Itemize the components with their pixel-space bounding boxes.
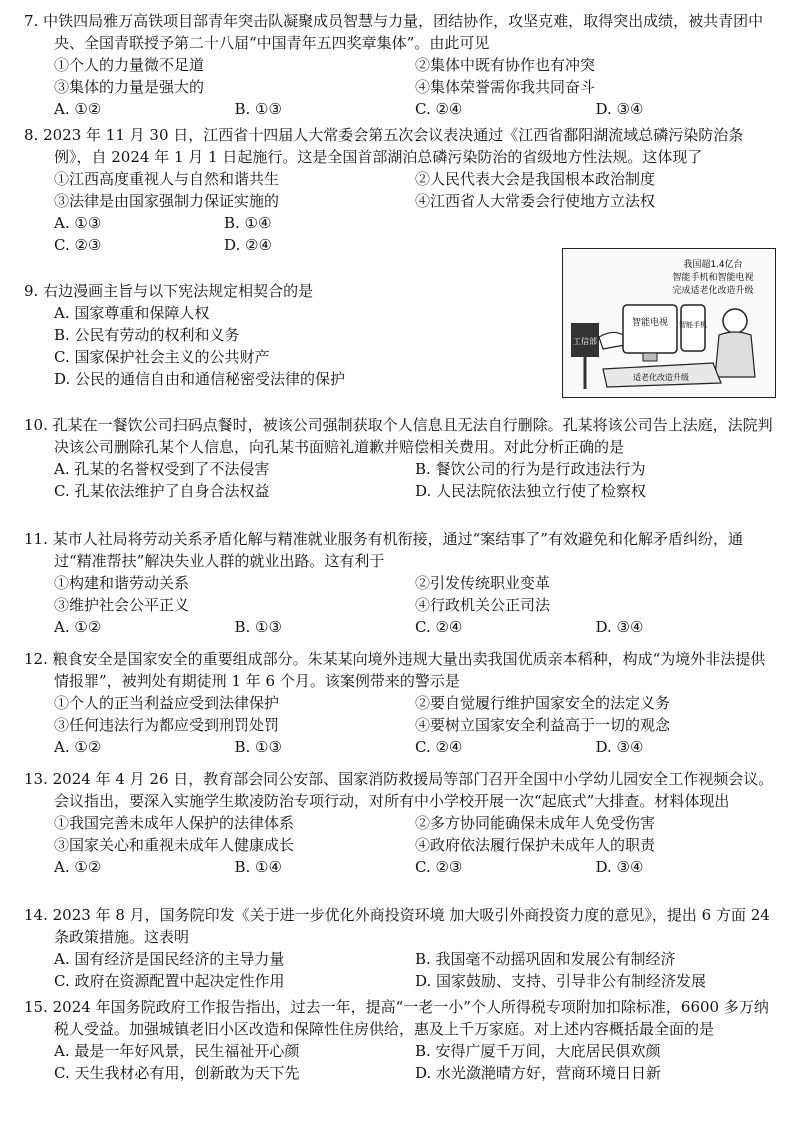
choice: A. 国有经济是国民经济的主导力量 <box>54 950 285 968</box>
choice: B. 我国毫不动摇巩固和发展公有制经济 <box>415 950 676 968</box>
choice: B. 公民有劳动的权利和义务 <box>54 326 240 344</box>
statement: ①江西高度重视人与自然和谐共生 <box>54 170 280 188</box>
choice: D. ③④ <box>595 738 644 756</box>
statement: ②集体中既有协作也有冲突 <box>415 56 596 74</box>
choice: C. 国家保护社会主义的公共财产 <box>54 348 270 366</box>
statement: ②引发传统职业变革 <box>415 574 551 592</box>
question-stem: 11. 某市人社局将劳动关系矛盾化解与精准就业服务有机衔接，通过“案结事了”有效避免和化解矛盾纠纷，通过“精准帮扶”解决失业人群的就业出路。这有利于 <box>24 530 743 570</box>
banner-label: 适老化改造升级 <box>633 373 689 382</box>
statement: ①个人的力量微不足道 <box>54 56 205 74</box>
statement: ②要自觉履行维护国家安全的法定义务 <box>415 694 671 712</box>
choice: C. 政府在资源配置中起决定性作用 <box>54 972 285 990</box>
statement: ①构建和谐劳动关系 <box>54 574 190 592</box>
choice: B. ①③ <box>234 618 282 636</box>
choice: D. 水光潋滟晴方好，营商环境日日新 <box>415 1064 662 1082</box>
choice: D. ②④ <box>224 236 272 254</box>
choice: A. ①② <box>54 618 102 636</box>
choice: A. 最是一年好风景，民生福祉开心颜 <box>54 1042 300 1060</box>
choice: C. ②④ <box>415 618 463 636</box>
cartoon-caption-line: 完成适老化改造升级 <box>672 286 754 296</box>
choice: D. 人民法院依法独立行使了检察权 <box>415 482 647 500</box>
choice: C. 孔某依法维护了自身合法权益 <box>54 482 270 500</box>
statement: ③任何违法行为都应受到刑罚处罚 <box>54 716 280 734</box>
question-7 <box>24 10 776 120</box>
question-15 <box>24 996 776 1084</box>
choice: C. 天生我材必有用，创新敢为天下先 <box>54 1064 300 1082</box>
statement: ①我国完善未成年人保护的法律体系 <box>54 814 295 832</box>
choice: C. ②④ <box>415 100 463 118</box>
question-12 <box>24 648 776 758</box>
choice: A. ①② <box>54 100 102 118</box>
choice: D. ③④ <box>595 858 644 876</box>
choice: C. ②③ <box>415 858 463 876</box>
person-body <box>715 332 755 377</box>
elderly-person-icon <box>723 309 747 333</box>
choice: A. 孔某的名誉权受到了不法侵害 <box>54 460 270 478</box>
phone-label: 智能手机 <box>679 321 707 329</box>
question-stem: 12. 粮食安全是国家安全的重要组成部分。朱某某向境外违规大量出卖我国优质亲本稻种，构成“为境外非法提供情报罪”，被判处有期徒刑 1 年 6 个月。该案例带来的警示是 <box>24 650 766 690</box>
tv-stand <box>643 353 657 361</box>
cartoon-caption-line: 我国超1.4亿台 <box>683 260 743 270</box>
choice: C. ②③ <box>54 236 102 254</box>
question-stem: 9. 右边漫画主旨与以下宪法规定相契合的是 <box>24 282 314 300</box>
question-8 <box>24 124 776 256</box>
statement: ③集体的力量是强大的 <box>54 78 205 96</box>
statement: ①个人的正当利益应受到法律保护 <box>54 694 280 712</box>
statement: ④江西省人大常委会行使地方立法权 <box>415 192 656 210</box>
choice: A. ①② <box>54 738 102 756</box>
cartoon-illustration <box>562 248 776 398</box>
statement: ④行政机关公正司法 <box>415 596 551 614</box>
choice: B. 餐饮公司的行为是行政违法行为 <box>415 460 646 478</box>
choice: B. ①④ <box>224 214 272 232</box>
choice: D. ③④ <box>595 618 644 636</box>
question-stem: 15. 2024 年国务院政府工作报告指出，过去一年，提高“一老一小”个人所得税专项附加扣除标准，6600 多万纳税人受益。加强城镇老旧小区改造和保障性住房供给，惠及上千万家庭。对上述内容概括最全面的是 <box>24 998 769 1038</box>
statement: ④政府依法履行保护未成年人的职责 <box>415 836 656 854</box>
question-10 <box>24 414 776 502</box>
statement: ④要树立国家安全利益高于一切的观念 <box>415 716 671 734</box>
choice: C. ②④ <box>415 738 463 756</box>
sign-label: 工信部 <box>573 337 597 346</box>
question-14 <box>24 904 776 992</box>
question-stem: 8. 2023 年 11 月 30 日，江西省十四届人大常委会第五次会议表决通过《江西省鄱阳湖流域总磷污染防治条例》，自 2024 年 1 月 1 日起施行。这是全国首部湖泊总磷污染防治的省级地方性法规。这体现了 <box>24 126 744 166</box>
question-11 <box>24 528 776 638</box>
choice: A. ①③ <box>54 214 102 232</box>
statement: ③法律是由国家强制力保证实施的 <box>54 192 280 210</box>
tv-label: 智能电视 <box>631 318 669 328</box>
choice: B. 安得广厦千万间，大庇居民俱欢颜 <box>415 1042 661 1060</box>
statement: ②人民代表大会是我国根本政治制度 <box>415 170 656 188</box>
choice: D. 公民的通信自由和通信秘密受法律的保护 <box>54 370 346 388</box>
question-13 <box>24 768 776 878</box>
statement: ③维护社会公平正义 <box>54 596 190 614</box>
choice: A. ①② <box>54 858 102 876</box>
statement: ④集体荣誉需你我共同奋斗 <box>415 78 596 96</box>
hand-icon <box>599 332 625 349</box>
question-stem: 7. 中铁四局雅万高铁项目部青年突击队凝聚成员智慧与力量，团结协作，攻坚克难，取得突出成绩，被共青团中央、全国青联授予第二十八届“中国青年五四奖章集体”。由此可见 <box>24 12 764 52</box>
question-9 <box>24 280 544 390</box>
question-stem: 14. 2023 年 8 月，国务院印发《关于进一步优化外商投资环境 加大吸引外商投资力度的意见》，提出 6 方面 24 条政策措施。这表明 <box>24 906 770 946</box>
question-stem: 13. 2024 年 4 月 26 日，教育部会同公安部、国家消防救援局等部门召开全国中小学幼儿园安全工作视频会议。会议指出，要深入实施学生欺凌防治专项行动，对所有中小学校开展一次“起底式”大排查。材料体现出 <box>24 770 774 810</box>
statement: ③国家关心和重视未成年人健康成长 <box>54 836 295 854</box>
statement: ②多方协同能确保未成年人免受伤害 <box>415 814 656 832</box>
question-stem: 10. 孔某在一餐饮公司扫码点餐时，被该公司强制获取个人信息且无法自行删除。孔某将该公司告上法庭，法院判决该公司删除孔某个人信息，向孔某书面赔礼道歉并赔偿相关费用。对此分析正确的是 <box>24 416 773 456</box>
choice: D. ③④ <box>595 100 644 118</box>
choice: D. 国家鼓励、支持、引导非公有制经济发展 <box>415 972 707 990</box>
choice: A. 国家尊重和保障人权 <box>54 304 210 322</box>
smart-tv-icon <box>623 305 677 353</box>
cartoon-caption-line: 智能手机和智能电视 <box>672 273 754 283</box>
cartoon-drawing <box>563 249 774 396</box>
choice: B. ①③ <box>234 738 282 756</box>
choice: B. ①④ <box>234 858 282 876</box>
choice: B. ①③ <box>234 100 282 118</box>
